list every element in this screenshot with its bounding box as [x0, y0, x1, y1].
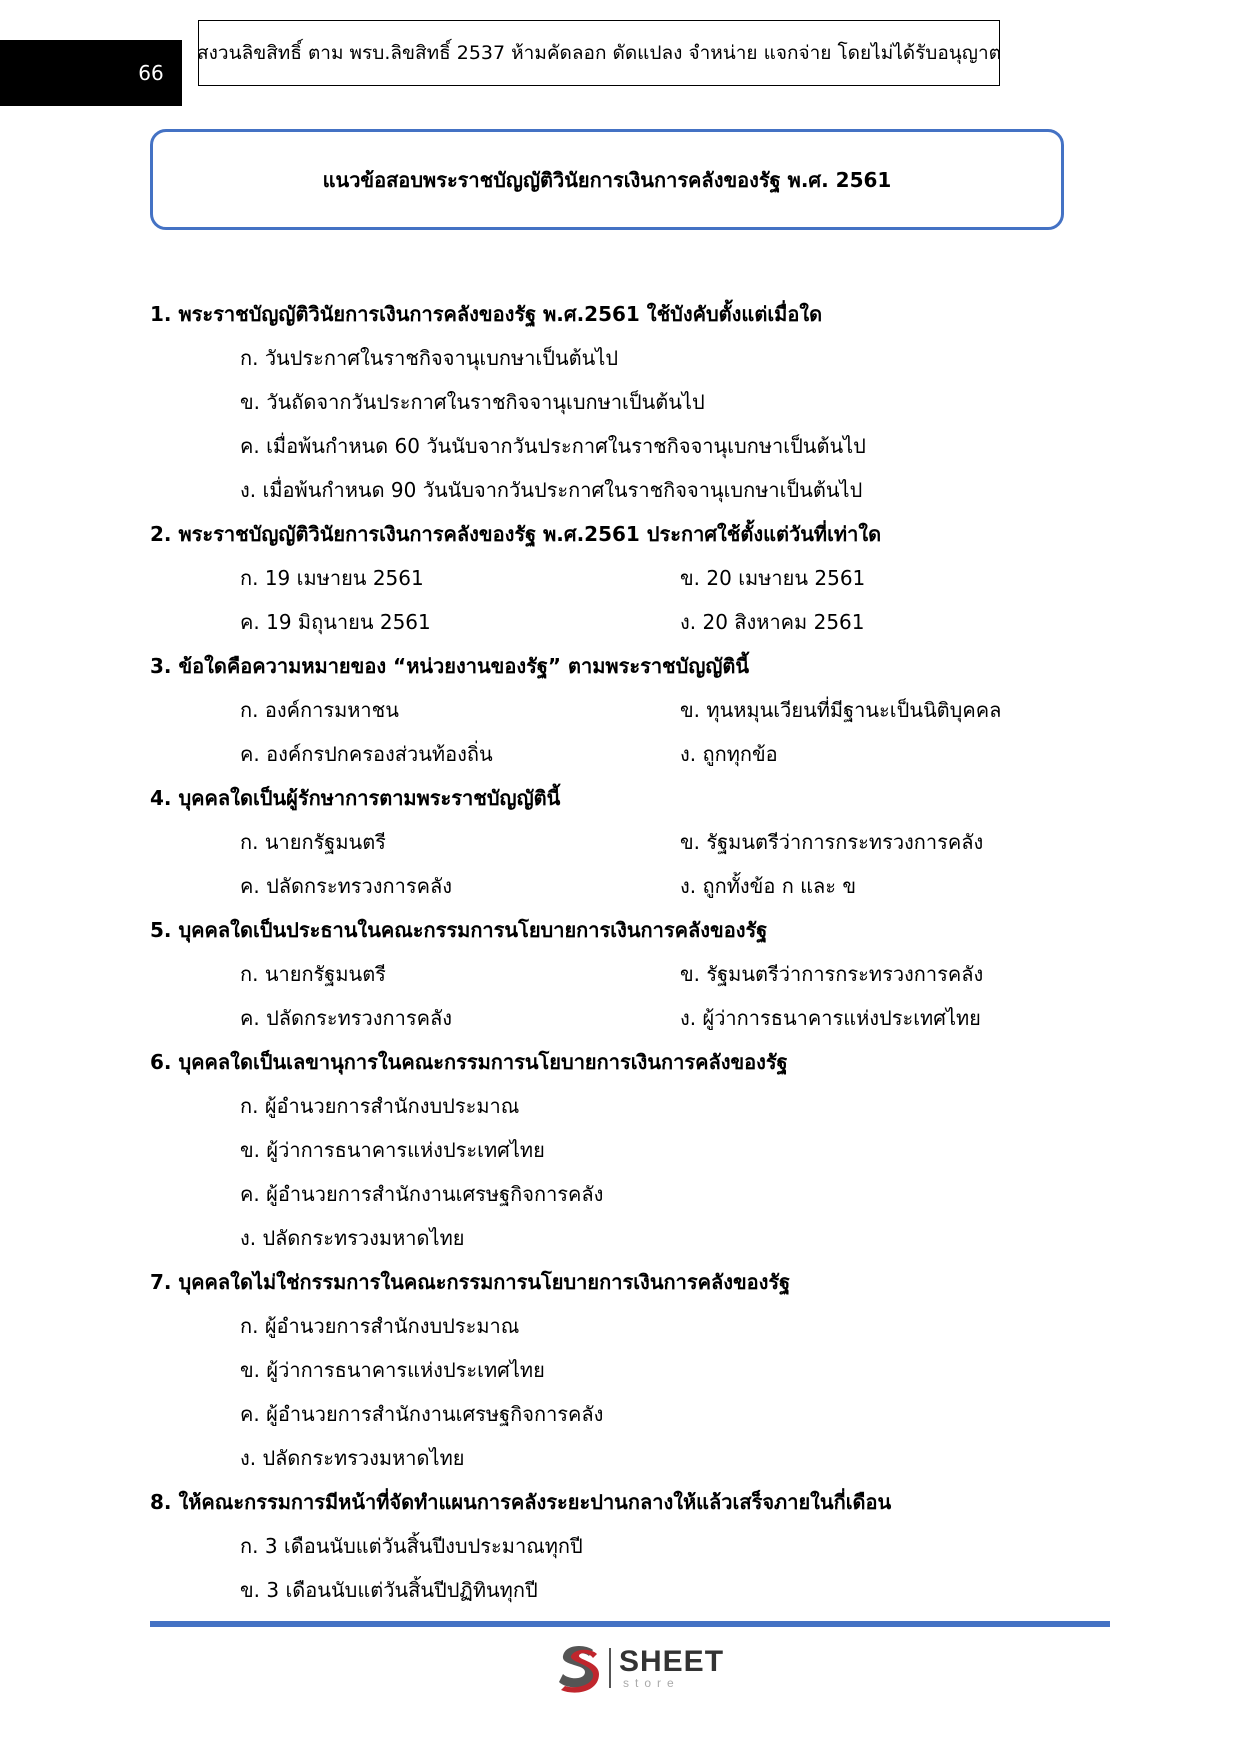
question-4-row-2	[150, 864, 1110, 908]
copyright-header	[198, 20, 1000, 86]
question-2-row-2	[150, 600, 1110, 644]
question-6-option-c: ค. ผู้อำนวยการสำนักงานเศรษฐกิจการคลัง	[240, 1182, 604, 1206]
question-6-option-d: ง. ปลัดกระทรวงมหาดไทย	[240, 1226, 465, 1250]
question-8-option-a: ก. 3 เดือนนับแต่วันสิ้นปีงบประมาณทุกปี	[240, 1534, 583, 1558]
question-6-option-a: ก. ผู้อำนวยการสำนักงบประมาณ	[240, 1094, 520, 1118]
question-2-option-a: ก. 19 เมษายน 2561	[240, 566, 424, 590]
question-5-row-1	[150, 952, 1110, 996]
question-8: 8. ให้คณะกรรมการมีหน้าที่จัดทำแผนการคลังระยะปานกลางให้แล้วเสร็จภายในกี่เดือน	[150, 1490, 892, 1514]
title-box	[150, 129, 1064, 230]
question-2-row-1	[150, 556, 1110, 600]
sheet-store-logo-icon	[555, 1642, 603, 1694]
question-2-option-c: ค. 19 มิถุนายน 2561	[240, 610, 431, 634]
question-4: 4. บุคคลใดเป็นผู้รักษาการตามพระราชบัญญัตินี้	[150, 786, 561, 810]
question-5-option-b: ข. รัฐมนตรีว่าการกระทรวงการคลัง	[680, 962, 984, 986]
page-number-block	[0, 40, 182, 106]
question-3: 3. ข้อใดคือความหมายของ “หน่วยงานของรัฐ” ตามพระราชบัญญัตินี้	[150, 654, 750, 678]
logo-sub-text: store	[623, 1676, 680, 1690]
question-5-row-2	[150, 996, 1110, 1040]
question-4-option-a: ก. นายกรัฐมนตรี	[240, 830, 386, 854]
question-7-option-d: ง. ปลัดกระทรวงมหาดไทย	[240, 1446, 465, 1470]
question-5-option-a: ก. นายกรัฐมนตรี	[240, 962, 386, 986]
question-4-row-1	[150, 820, 1110, 864]
question-7-option-b: ข. ผู้ว่าการธนาคารแห่งประเทศไทย	[240, 1358, 545, 1382]
question-1-option-d: ง. เมื่อพ้นกำหนด 90 วันนับจากวันประกาศในราชกิจจานุเบกษาเป็นต้นไป	[240, 478, 863, 502]
question-5: 5. บุคคลใดเป็นประธานในคณะกรรมการนโยบายการเงินการคลังของรัฐ	[150, 918, 768, 942]
question-6: 6. บุคคลใดเป็นเลขานุการในคณะกรรมการนโยบายการเงินการคลังของรัฐ	[150, 1050, 788, 1074]
page-number: 66	[138, 61, 164, 85]
question-7-option-c: ค. ผู้อำนวยการสำนักงานเศรษฐกิจการคลัง	[240, 1402, 604, 1426]
question-4-option-c: ค. ปลัดกระทรวงการคลัง	[240, 874, 453, 898]
question-4-option-b: ข. รัฐมนตรีว่าการกระทรวงการคลัง	[680, 830, 984, 854]
page-title: แนวข้อสอบพระราชบัญญัติวินัยการเงินการคลังของรัฐ พ.ศ. 2561	[322, 167, 892, 192]
sheet-store-logo	[555, 1640, 724, 1696]
copyright-notice: สงวนลิขสิทธิ์ ตาม พรบ.ลิขสิทธิ์ 2537 ห้ามคัดลอก ดัดแปลง จำหน่าย แจกจ่าย โดยไม่ได้รับอนุญาต	[197, 42, 1001, 64]
question-2-option-b: ข. 20 เมษายน 2561	[680, 566, 866, 590]
question-1-option-b: ข. วันถัดจากวันประกาศในราชกิจจานุเบกษาเป็นต้นไป	[240, 390, 705, 414]
question-3-option-b: ข. ทุนหมุนเวียนที่มีฐานะเป็นนิติบุคคล	[680, 698, 1002, 722]
question-2-option-d: ง. 20 สิงหาคม 2561	[680, 610, 865, 634]
logo-text	[619, 1647, 724, 1689]
question-3-option-d: ง. ถูกทุกข้อ	[680, 742, 778, 766]
question-2: 2. พระราชบัญญัติวินัยการเงินการคลังของรัฐ พ.ศ.2561 ประกาศใช้ตั้งแต่วันที่เท่าใด	[150, 522, 882, 546]
footer-divider	[150, 1621, 1110, 1627]
question-5-option-c: ค. ปลัดกระทรวงการคลัง	[240, 1006, 453, 1030]
question-3-row-2	[150, 732, 1110, 776]
question-3-row-1	[150, 688, 1110, 732]
question-3-option-a: ก. องค์การมหาชน	[240, 698, 399, 722]
question-7: 7. บุคคลใดไม่ใช่กรรมการในคณะกรรมการนโยบายการเงินการคลังของรัฐ	[150, 1270, 791, 1294]
question-1-option-a: ก. วันประกาศในราชกิจจานุเบกษาเป็นต้นไป	[240, 346, 619, 370]
logo-separator	[609, 1648, 611, 1688]
question-1-option-c: ค. เมื่อพ้นกำหนด 60 วันนับจากวันประกาศในราชกิจจานุเบกษาเป็นต้นไป	[240, 434, 866, 458]
question-4-option-d: ง. ถูกทั้งข้อ ก และ ข	[680, 874, 857, 898]
logo-main-text: SHEET	[619, 1645, 725, 1678]
question-7-option-a: ก. ผู้อำนวยการสำนักงบประมาณ	[240, 1314, 520, 1338]
question-5-option-d: ง. ผู้ว่าการธนาคารแห่งประเทศไทย	[680, 1006, 981, 1030]
question-6-option-b: ข. ผู้ว่าการธนาคารแห่งประเทศไทย	[240, 1138, 545, 1162]
question-8-option-b: ข. 3 เดือนนับแต่วันสิ้นปีปฏิทินทุกปี	[240, 1578, 538, 1602]
question-3-option-c: ค. องค์กรปกครองส่วนท้องถิ่น	[240, 742, 493, 766]
question-1: 1. พระราชบัญญัติวินัยการเงินการคลังของรัฐ พ.ศ.2561 ใช้บังคับตั้งแต่เมื่อใด	[150, 302, 823, 326]
question-list	[150, 292, 1110, 1612]
